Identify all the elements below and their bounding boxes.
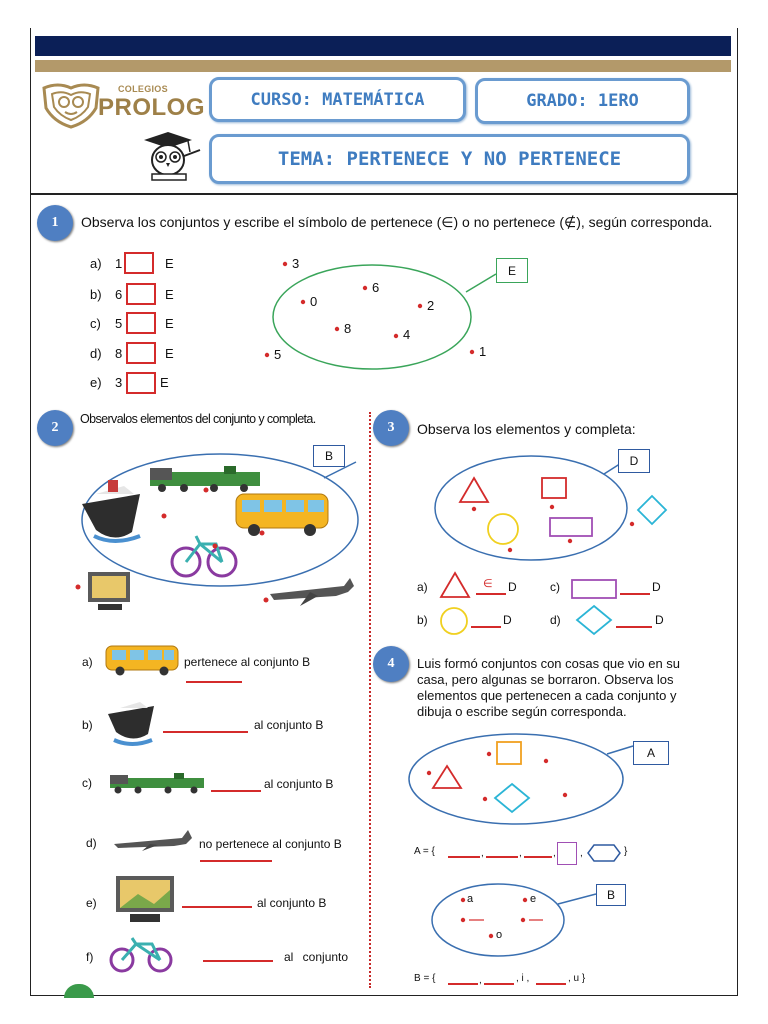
header-gold-bar — [35, 60, 731, 72]
ex3-answer-line[interactable] — [471, 626, 501, 628]
set-e-label: E — [496, 258, 528, 283]
set-vowels-middle: , i , — [516, 973, 530, 984]
set-vowels-open: B = { — [414, 973, 436, 984]
ex3-item-set: D — [503, 613, 512, 627]
ex2-item-label: e) — [86, 896, 97, 910]
ex1-answer-box[interactable] — [126, 312, 156, 334]
ex2-item-text: pertenece al conjunto B — [184, 655, 311, 669]
ex3-answer-text: ∈ — [483, 578, 493, 590]
set-vowels-element: a — [467, 893, 474, 905]
school-shield-icon — [40, 82, 102, 128]
circle-icon — [439, 606, 469, 636]
ex3-answer-line[interactable] — [620, 593, 650, 595]
ex1-item-label: a) — [90, 256, 102, 271]
ex3-answer-line[interactable] — [476, 593, 506, 595]
airplane-icon — [270, 578, 354, 606]
set-vowels-label: B — [596, 884, 626, 906]
exercise-1-badge: 1 — [37, 205, 73, 241]
set-a-blank[interactable] — [448, 856, 480, 858]
column-divider — [369, 412, 371, 988]
set-a-label: A — [633, 741, 669, 765]
set-a-close: } — [624, 846, 628, 857]
logo-subtitle: COLEGIOS — [118, 84, 168, 94]
ex1-item-set: E — [165, 316, 174, 331]
exercise-1-instruction: Observa los conjuntos y escribe el símbolo de pertenece (∈) o no pertenece (∉), según corresponda. — [81, 214, 713, 230]
ex1-item-set: E — [165, 346, 174, 361]
ex3-item-label: d) — [550, 613, 561, 627]
ex2-answer-line[interactable] — [186, 681, 242, 683]
diamond-icon — [638, 496, 666, 524]
ex2-item-label: a) — [82, 655, 93, 669]
ship-icon — [82, 480, 140, 541]
bicycle-icon — [108, 936, 174, 974]
set-vowels-end: , u } — [568, 973, 586, 984]
square-icon — [557, 842, 577, 865]
ex1-answer-box[interactable] — [126, 372, 156, 394]
exercise-2-instruction: Observalos elementos del conjunto y completa. — [80, 412, 316, 426]
exercise-3-instruction: Observa los elementos y completa: — [417, 421, 636, 437]
ex3-item-label: b) — [417, 613, 428, 627]
ex2-answer-line[interactable] — [211, 790, 261, 792]
ex2-item-text: al conjunto B — [254, 718, 324, 732]
computer-icon — [88, 572, 130, 610]
bus-icon — [236, 494, 328, 536]
set-e-element: 3 — [292, 256, 300, 271]
set-b-diagram — [74, 444, 374, 624]
ex2-item-text: al conjunto — [284, 950, 349, 964]
set-vowels-equation: B = { , , i , , u } — [414, 973, 586, 986]
rectangle-icon — [570, 578, 620, 600]
set-b-label: B — [313, 445, 345, 467]
ex1-item-label: b) — [90, 287, 102, 302]
ex2-item-label: d) — [86, 836, 97, 850]
ex1-item-value: 8 — [115, 346, 123, 361]
set-e-element: 6 — [372, 280, 380, 295]
logo-name: PROLOG — [98, 94, 206, 121]
set-e-element: 8 — [344, 321, 352, 336]
bicycle-icon — [172, 536, 236, 576]
ex3-answer-line[interactable] — [616, 626, 652, 628]
header-divider — [30, 193, 738, 195]
computer-icon — [114, 874, 176, 926]
hexagon-icon — [586, 843, 622, 863]
topic-box: TEMA: PERTENECE Y NO PERTENECE — [209, 134, 690, 184]
ex1-item-set: E — [165, 287, 174, 302]
set-e-element: 1 — [479, 344, 487, 359]
train-icon — [108, 772, 206, 796]
set-vowels-element: e — [530, 893, 537, 905]
ex2-answer-line[interactable] — [200, 860, 272, 862]
ex3-item-set: D — [655, 613, 664, 627]
ex3-item-label: a) — [417, 580, 428, 594]
ex1-item-label: d) — [90, 346, 102, 361]
circle-icon — [488, 514, 518, 544]
set-e-element: 2 — [427, 298, 435, 313]
triangle-icon — [439, 571, 471, 599]
header-top-bar — [35, 36, 731, 56]
ex2-item-text: no pertenece al conjunto B — [199, 837, 342, 851]
ex2-item-label: f) — [86, 950, 94, 964]
ex2-answer-line[interactable] — [182, 906, 252, 908]
course-box: CURSO: MATEMÁTICA — [209, 77, 466, 122]
rectangle-icon — [550, 518, 592, 536]
ex1-item-value: 1 — [115, 256, 123, 271]
triangle-icon — [460, 478, 488, 502]
set-vowels-blank[interactable] — [484, 983, 514, 985]
square-icon — [542, 478, 566, 498]
set-e-element: 0 — [310, 294, 318, 309]
grade-box: GRADO: 1ERO — [475, 78, 690, 124]
ex1-item-value: 6 — [115, 287, 123, 302]
ex3-item-label: c) — [550, 580, 560, 594]
set-vowels-element: o — [496, 929, 503, 941]
exercise-2-badge: 2 — [37, 410, 73, 446]
ex2-answer-line[interactable] — [163, 731, 248, 733]
owl-teacher-icon — [138, 130, 202, 182]
set-e-element: 5 — [274, 347, 282, 362]
ex1-answer-box[interactable] — [126, 342, 156, 364]
exercise-3-badge: 3 — [373, 410, 409, 446]
ex2-item-text: al conjunto B — [264, 777, 334, 791]
ex3-item-set: D — [652, 580, 661, 594]
ex1-item-label: e) — [90, 375, 102, 390]
airplane-icon — [112, 828, 196, 852]
ex1-item-value: 3 — [115, 375, 123, 390]
diamond-icon — [574, 604, 614, 636]
ex2-answer-line[interactable] — [203, 960, 273, 962]
exercise-4-instruction: Luis formó conjuntos con cosas que vio en su casa, pero algunas se borraron. Observa los elementos que pertenecen a cada conjunto y dibuja o escribe según corresponda. — [417, 656, 681, 719]
ex1-item-value: 5 — [115, 316, 123, 331]
set-e-element: 4 — [403, 327, 411, 342]
set-a-blank[interactable] — [524, 856, 552, 858]
set-a-equation: A = { , , , , } — [414, 842, 644, 866]
ex2-item-text: al conjunto B — [257, 896, 327, 910]
ex2-item-label: b) — [82, 718, 93, 732]
set-vowels-blank[interactable] — [536, 983, 566, 985]
set-a-open: A = { — [414, 846, 435, 857]
ship-icon — [106, 700, 158, 750]
ex1-answer-box[interactable] — [124, 252, 154, 274]
ex1-item-set: E — [165, 256, 174, 271]
ex1-item-label: c) — [90, 316, 101, 331]
ex1-answer-box[interactable] — [126, 283, 156, 305]
ex3-item-set: D — [508, 580, 517, 594]
set-d-label: D — [618, 449, 650, 473]
bus-icon — [104, 644, 180, 676]
ex1-item-set: E — [160, 375, 169, 390]
exercise-4-badge: 4 — [373, 646, 409, 682]
ex2-item-label: c) — [82, 776, 92, 790]
set-a-blank[interactable] — [486, 856, 518, 858]
set-vowels-blank[interactable] — [448, 983, 478, 985]
